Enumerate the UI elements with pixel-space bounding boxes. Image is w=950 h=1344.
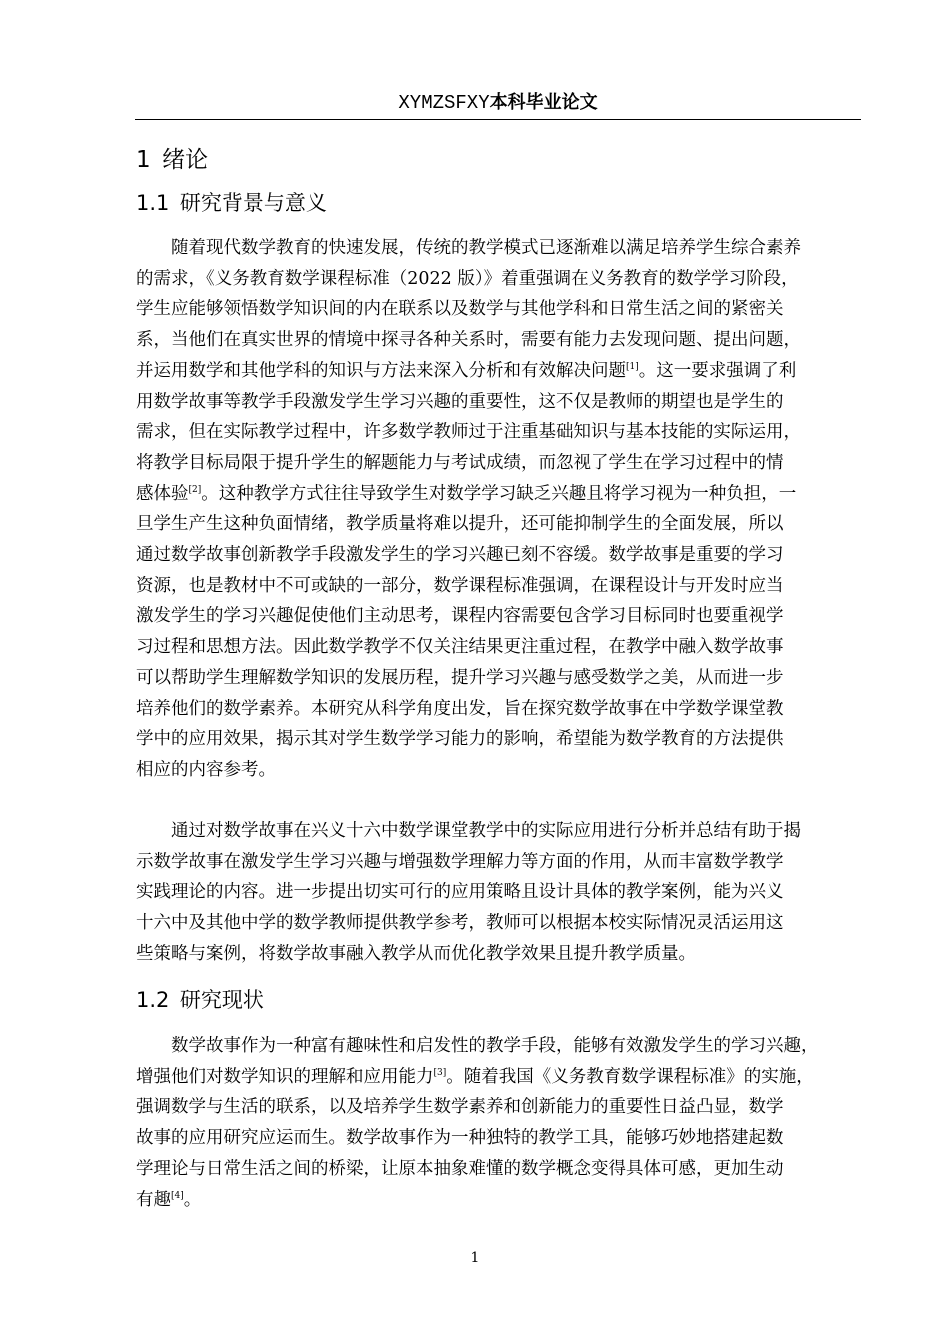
text-line	[136, 479, 862, 510]
text-line: 实践理论的内容。进一步提出切实可行的应用策略且设计具体的教学案例，能为兴义	[136, 882, 784, 903]
section-title: 研究背景与意义	[179, 191, 327, 215]
text-line: 用数学故事等教学手段激发学生学习兴趣的重要性，这不仅是教师的期望也是学生的	[136, 391, 784, 412]
citation-ref[interactable]: [1]	[626, 361, 639, 372]
text-segment: 有趣	[136, 1189, 171, 1210]
chapter-number: 1	[136, 147, 151, 173]
text-line: 强调数学与生活的联系，以及培养学生数学素养和创新能力的重要性日益凸显，数学	[136, 1097, 784, 1118]
text-line: 示数学故事在激发学生学习兴趣与增强数学理解力等方面的作用，从而丰富数学教学	[136, 851, 784, 872]
text-line: 些策略与案例，将数学故事融入教学从而优化教学效果且提升教学质量。	[136, 943, 696, 964]
text-segment: 感体验	[136, 483, 189, 504]
text-line: 学理论与日常生活之间的桥梁，让原本抽象难懂的数学概念变得具体可感，更加生动	[136, 1158, 784, 1179]
text-line: 学中的应用效果，揭示其对学生数学学习能力的影响，希望能为数学教育的方法提供	[136, 729, 784, 750]
text-line: 习过程和思想方法。因此数学教学不仅关注结果更注重过程，在教学中融入数学故事	[136, 637, 784, 658]
text-line: 培养他们的数学素养。本研究从科学角度出发，旨在探究数学故事在中学数学课堂教	[136, 698, 784, 719]
section-title: 研究现状	[179, 988, 264, 1012]
text-line: 将教学目标局限于提升学生的解题能力与考试成绩，而忽视了学生在学习过程中的情	[136, 452, 784, 473]
header-title: 本科毕业论文	[489, 92, 598, 113]
page-number: 1	[470, 1250, 480, 1266]
paragraph-significance	[136, 816, 862, 970]
page-header	[135, 88, 861, 120]
text-line: 激发学生的学习兴趣促使他们主动思考，课程内容需要包含学习目标同时也要重视学	[136, 606, 784, 627]
text-line: 通过数学故事创新教学手段激发学生的学习兴趣已刻不容缓。数学故事是重要的学习	[136, 545, 784, 566]
text-line: 可以帮助学生理解数学知识的发展历程，提升学习兴趣与感受数学之美，从而进一步	[136, 667, 784, 688]
text-line: 随着现代数学教育的快速发展，传统的教学模式已逐渐难以满足培养学生综合素养	[171, 238, 801, 258]
section-heading-1-2	[136, 984, 264, 1014]
text-segment: 。	[183, 1189, 202, 1210]
text-segment: 。随着我国《义务教育数学课程标准》的实施，	[446, 1066, 814, 1087]
section-heading-1-1	[136, 187, 327, 217]
chapter-title: 绪论	[162, 147, 209, 173]
citation-ref[interactable]: [2]	[188, 484, 202, 495]
text-line	[136, 356, 862, 387]
citation-ref[interactable]: [4]	[171, 1190, 184, 1201]
text-line: 需求，但在实际教学过程中，许多数学教师过于注重基础知识与基本技能的实际运用，	[136, 422, 801, 443]
header-code: XYMZSFXY	[398, 92, 490, 114]
text-line: 通过对数学故事在兴义十六中数学课堂教学中的实际应用进行分析并总结有助于揭	[171, 821, 801, 841]
citation-ref[interactable]: [3]	[433, 1067, 447, 1078]
text-line: 系，当他们在真实世界的情境中探寻各种关系时，需要有能力去发现问题、提出问题，	[136, 330, 801, 351]
chapter-heading	[136, 141, 208, 174]
text-line: 的需求，《义务教育数学课程标准（2022 版）》着重强调在义务教育的数学学习阶段，	[136, 268, 799, 289]
text-segment: 并运用数学和其他学科的知识与方法来深入分析和有效解决问题	[136, 360, 626, 381]
text-line: 故事的应用研究应运而生。数学故事作为一种独特的教学工具，能够巧妙地搭建起数	[136, 1128, 784, 1149]
text-line	[136, 1185, 862, 1216]
text-line: 学生应能够领悟数学知识间的内在联系以及数学与其他学科和日常生活之间的紧密关	[136, 299, 784, 320]
paragraph-background	[136, 233, 862, 786]
text-line: 数学故事作为一种富有趣味性和启发性的教学手段，能够有效激发学生的学习兴趣，	[171, 1036, 819, 1056]
text-line: 资源，也是教材中不可或缺的一部分，数学课程标准强调，在课程设计与开发时应当	[136, 575, 784, 596]
text-line	[136, 1062, 862, 1093]
text-line: 相应的内容参考。	[136, 759, 276, 780]
text-segment: 。这一要求强调了利	[638, 360, 797, 381]
text-segment: 增强他们对数学知识的理解和应用能力	[136, 1066, 434, 1087]
text-line: 旦学生产生这种负面情绪，教学质量将难以提升，还可能抑制学生的全面发展，所以	[136, 514, 784, 535]
paragraph-status	[136, 1031, 862, 1215]
text-line: 十六中及其他中学的数学教师提供教学参考，教师可以根据本校实际情况灵活运用这	[136, 913, 784, 934]
section-number: 1.2	[136, 988, 170, 1012]
section-number: 1.1	[136, 191, 170, 215]
text-segment: 。这种教学方式往往导致学生对数学学习缺乏兴趣且将学习视为一种负担，一	[201, 483, 797, 504]
